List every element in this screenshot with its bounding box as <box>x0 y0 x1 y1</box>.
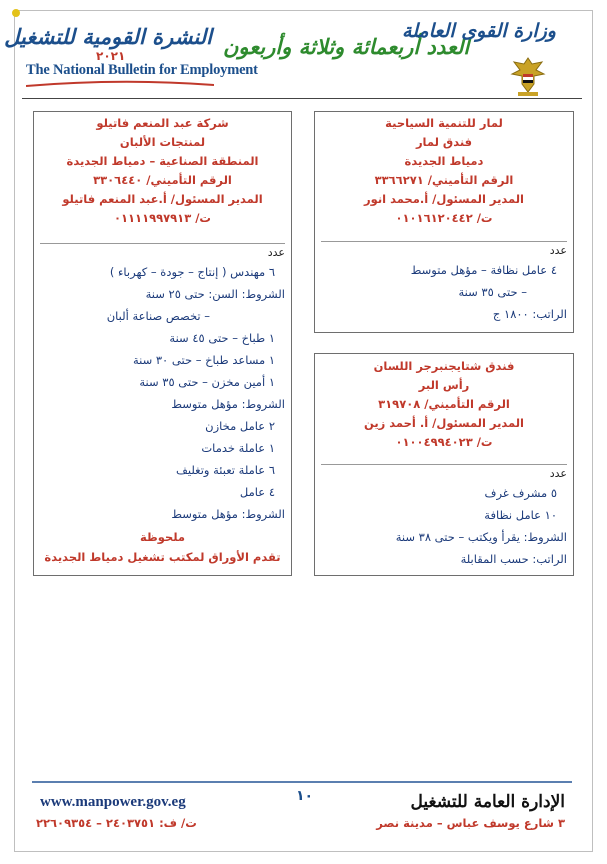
conditions-line: الشروط: يقرأ ويكتب – حتى ٣٨ سنة <box>395 530 567 544</box>
company-phone: ت/ ٠١٠٠٤٩٩٤٠٢٣ <box>395 435 493 449</box>
job-line: ١ عاملة خدمات <box>201 441 275 455</box>
job-line: ٢ عامل مخازن <box>205 419 275 433</box>
company-location: المنطقة الصناعية – دمياط الجديدة <box>66 154 259 168</box>
note-title: ملحوظة <box>139 530 186 544</box>
conditions-line: – حتى ٣٥ سنة <box>458 285 527 299</box>
job-line: ١ مساعد طباخ – حتى ٣٠ سنة <box>132 353 275 367</box>
note-text: تقدم الأوراق لمكتب تشغيل دمياط الجديدة <box>44 550 281 564</box>
count-label: عدد <box>549 467 567 480</box>
job-card-vatilo <box>33 111 292 576</box>
job-line: ٥ مشرف غرف <box>484 486 557 500</box>
job-line: ٦ عاملة تعبئة وتغليف <box>176 463 275 477</box>
eagle-emblem-icon <box>508 54 548 98</box>
job-line: ٤ عامل <box>239 485 275 499</box>
insurance-number: الرقم التأميني/ ٣٣٠٦٤٤٠ <box>93 173 232 187</box>
job-line: ٤ عامل نظافة – مؤهل متوسط <box>410 263 557 277</box>
card-body <box>321 466 567 570</box>
conditions-line: الشروط: مؤهل متوسط <box>171 397 285 411</box>
manager-name: المدير المسئول/ أ. أحمد زين <box>363 416 525 430</box>
company-location: دمياط الجديدة <box>404 154 484 168</box>
page-number: ١٠ <box>296 788 314 804</box>
job-line: ١٠ عامل نظافة <box>484 508 557 522</box>
company-name: لمار للتنمية السياحية <box>385 116 503 130</box>
conditions-line: – تخصص صناعة ألبان <box>106 309 210 323</box>
card-header <box>321 112 567 242</box>
card-body <box>321 243 567 325</box>
logo-year: ٢٠٢١ <box>96 49 126 63</box>
company-phone: ت/ ٠١١١١٩٩٧٩١٣ <box>114 211 211 225</box>
count-label: عدد <box>267 246 285 259</box>
card-header <box>40 112 285 244</box>
footer-address: ٣ شارع يوسف عباس – مدينة نصر <box>376 816 565 830</box>
company-subtitle: فندق لمار <box>415 135 473 149</box>
logo-swoosh-icon <box>26 80 214 88</box>
issue-title: العدد أربعمائة وثلاثة وأربعون <box>223 34 470 59</box>
job-line: ١ طباخ – حتى ٤٥ سنة <box>169 331 275 345</box>
job-card-lamar <box>314 111 574 333</box>
manager-name: المدير المسئول/ أ.عبد المنعم فاتيلو <box>62 192 263 206</box>
department-name: الإدارة العامة للتشغيل <box>410 792 565 812</box>
bulletin-logo <box>4 22 258 94</box>
note-section <box>40 527 285 567</box>
logo-english-title: The National Bulletin for Employment <box>26 62 258 78</box>
insurance-number: الرقم التأميني/ ٣٣٦٦٢٧١ <box>374 173 514 187</box>
company-name: شركة عبد المنعم فاتيلو <box>96 116 229 130</box>
company-phone: ت/ ٠١٠١٦١٢٠٤٤٢ <box>395 211 493 225</box>
conditions-line: الشروط: السن: حتى ٢٥ سنة <box>145 287 285 301</box>
salary-line: الراتب: حسب المقابلة <box>460 552 567 566</box>
card-body <box>40 245 285 567</box>
website-link[interactable]: www.manpower.gov.eg <box>40 794 186 810</box>
job-line: ٦ مهندس ( إنتاج – جودة – كهرباء ) <box>109 265 275 279</box>
bulletin-header <box>4 16 590 98</box>
company-location: رأس البر <box>418 378 470 392</box>
ministry-name: وزارة القوى العاملة <box>401 20 556 42</box>
conditions-line: الشروط: مؤهل متوسط <box>171 507 285 521</box>
card-header <box>321 354 567 465</box>
company-name: فندق شتايجنبرجر اللسان <box>373 359 515 373</box>
manager-name: المدير المسئول/ أ.محمد انور <box>363 192 524 206</box>
count-label: عدد <box>549 244 567 257</box>
salary-line: الراتب: ١٨٠٠ ج <box>492 307 567 321</box>
header-divider <box>22 98 582 99</box>
logo-arabic-title: النشرة القومية للتشغيل <box>4 24 212 49</box>
footer-divider <box>32 781 572 783</box>
footer-phones: ت/ ف: ٢٤٠٣٧٥١ – ٢٢٦٠٩٣٥٤ <box>36 816 197 830</box>
insurance-number: الرقم التأميني/ ٣١٩٧٠٨ <box>378 397 510 411</box>
job-line: ١ أمين مخزن – حتى ٣٥ سنة <box>139 375 275 389</box>
company-subtitle: لمنتجات الألبان <box>119 135 206 149</box>
job-card-steigenberger <box>314 353 574 576</box>
